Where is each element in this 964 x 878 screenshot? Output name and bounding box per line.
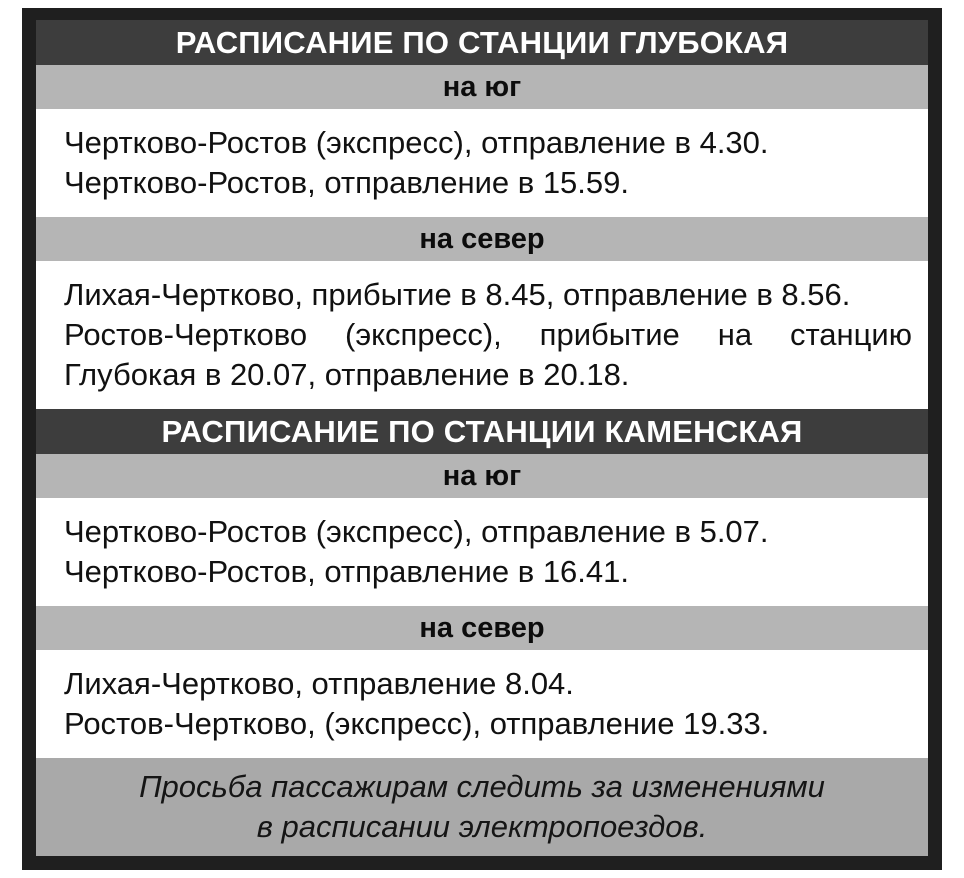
notice-line: в расписании электропоездов. bbox=[256, 809, 708, 844]
schedule-content bbox=[36, 20, 928, 856]
section-title-kamenskaya: РАСПИСАНИЕ ПО СТАНЦИИ КАМЕНСКАЯ bbox=[36, 409, 928, 454]
section-title-glubokaya: РАСПИСАНИЕ ПО СТАНЦИИ ГЛУБОКАЯ bbox=[36, 20, 928, 65]
schedule-line: Чертково-Ростов, отправление в 15.59. bbox=[64, 165, 630, 200]
north-schedule-glubokaya bbox=[36, 261, 928, 409]
schedule-line: Лихая-Чертково, прибытие в 8.45, отправление в 8.56. bbox=[64, 277, 851, 312]
passenger-notice bbox=[36, 758, 928, 856]
notice-line: Просьба пассажирам следить за изменениями bbox=[139, 769, 825, 804]
south-schedule-kamenskaya bbox=[36, 498, 928, 606]
schedule-line: Чертково-Ростов, отправление в 16.41. bbox=[64, 554, 630, 589]
direction-north-header: на север bbox=[36, 606, 928, 650]
schedule-line: Ростов-Чертково (экспресс), прибытие на станцию Глубокая в 20.07, отправление в 20.18. bbox=[64, 317, 912, 392]
direction-north-header: на север bbox=[36, 217, 928, 261]
schedule-line: Лихая-Чертково, отправление 8.04. bbox=[64, 666, 574, 701]
schedule-panel bbox=[22, 8, 942, 870]
direction-south-header: на юг bbox=[36, 65, 928, 109]
schedule-line: Чертково-Ростов (экспресс), отправление в 5.07. bbox=[64, 514, 769, 549]
schedule-line: Ростов-Чертково, (экспресс), отправление 19.33. bbox=[64, 706, 770, 741]
direction-south-header: на юг bbox=[36, 454, 928, 498]
north-schedule-kamenskaya bbox=[36, 650, 928, 758]
south-schedule-glubokaya bbox=[36, 109, 928, 217]
schedule-line: Чертково-Ростов (экспресс), отправление в 4.30. bbox=[64, 125, 769, 160]
